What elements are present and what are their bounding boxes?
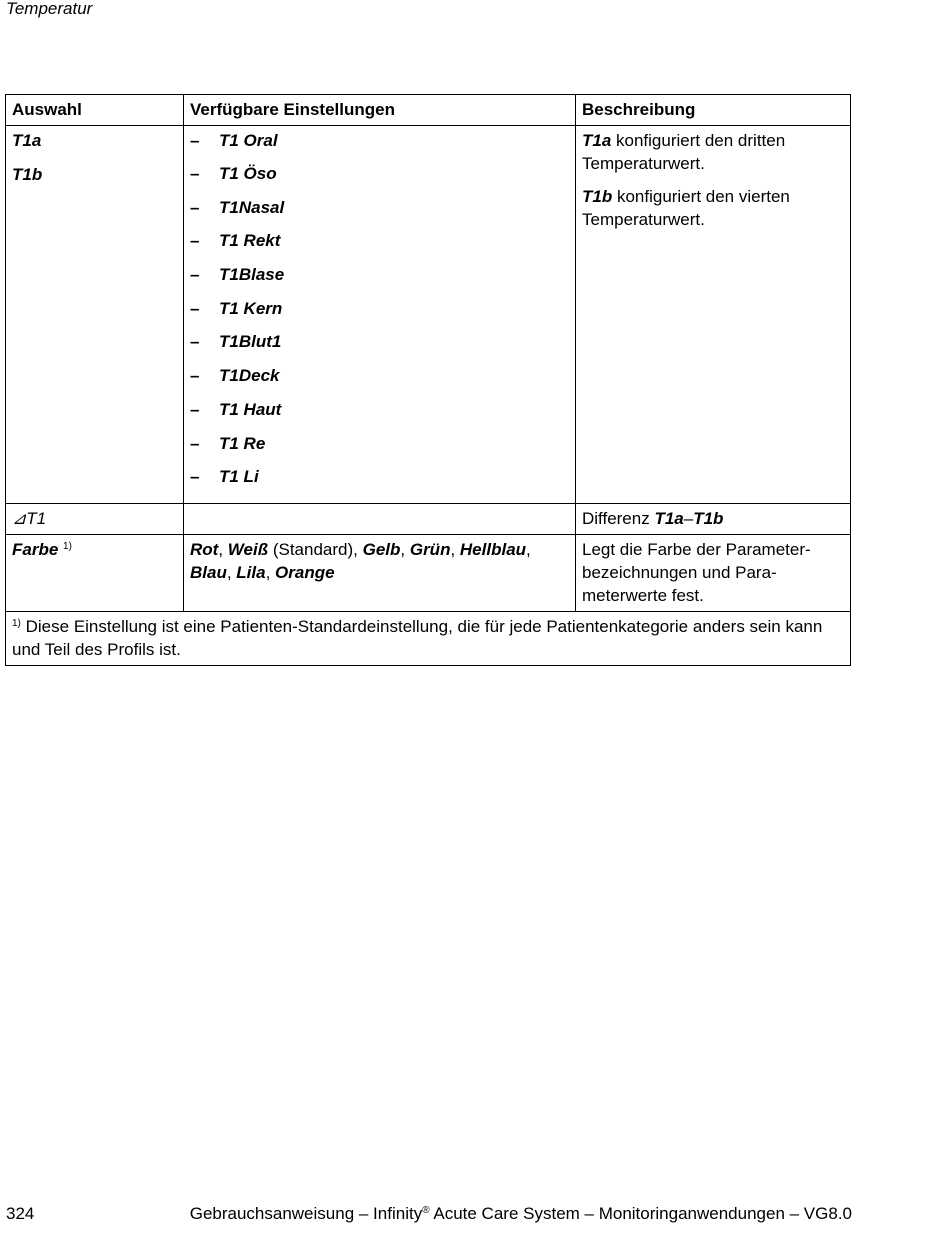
- column-header-beschreibung: Beschreibung: [576, 95, 851, 126]
- options-cell: [184, 126, 576, 504]
- options-list: [190, 129, 569, 499]
- page-number: 324: [6, 1204, 35, 1223]
- list-item: – T1 Re: [190, 433, 266, 453]
- auswahl-delta-t1: ⊿T1: [6, 503, 184, 534]
- description-t1a: T1a konfiguriert den dritten Temperaturwert.: [582, 131, 786, 173]
- column-header-einstellungen: Verfügbare Einstellungen: [184, 95, 576, 126]
- description-cell: [576, 126, 851, 504]
- footnote-marker: 1): [63, 540, 72, 552]
- footnote: $^{1)}$ Diese Einstellung ist eine Patienten-Standardeinstellung, die für jede Patientenkategorie anders sein kann und Teil des Profils ist.: [6, 611, 851, 665]
- column-header-auswahl: Auswahl: [6, 95, 184, 126]
- settings-table: [5, 94, 851, 666]
- page-section-title: Temperatur: [6, 0, 93, 18]
- list-item: – T1Deck: [190, 366, 280, 386]
- list-item: – T1 Rekt: [190, 231, 281, 251]
- list-item: – T1Blase: [190, 265, 285, 285]
- color-options-cell: Rot, Weiß (Standard), Gelb, Grün, Hellblau, Blau, Lila, Orange: [184, 534, 576, 611]
- document-title: Gebrauchsanweisung – Infinity® Acute Care System – Monitoringanwendungen – VG8.0: [189, 1204, 852, 1223]
- options-cell-empty: [184, 503, 576, 534]
- list-item: – T1 Oral: [190, 131, 278, 150]
- table-row-footnote: [6, 611, 851, 665]
- list-item: – T1Nasal: [190, 197, 285, 217]
- auswahl-cell: [6, 126, 184, 504]
- table-row-delta-t1: [6, 503, 851, 534]
- list-item: – T1 Kern: [190, 298, 283, 318]
- list-item: – T1 Li: [190, 467, 259, 487]
- description-t1b: T1b konfiguriert den vierten Temperaturwert.: [582, 187, 790, 229]
- auswahl-t1a: T1a: [12, 131, 42, 150]
- table-header-row: [6, 95, 851, 126]
- description-delta: Differenz T1a–T1b: [576, 503, 851, 534]
- list-item: – T1Blut1: [190, 332, 282, 352]
- table-row-t1a-t1b: [6, 126, 851, 504]
- description-farbe: Legt die Farbe der Parameter-bezeichnungen und Para-meterwerte fest.: [576, 534, 851, 611]
- list-item: – T1 Öso: [190, 164, 277, 183]
- list-item: – T1 Haut: [190, 399, 282, 419]
- auswahl-t1b: T1b: [12, 165, 43, 184]
- auswahl-farbe: Farbe $^{1)}$: [6, 534, 184, 611]
- table-row-farbe: [6, 534, 851, 611]
